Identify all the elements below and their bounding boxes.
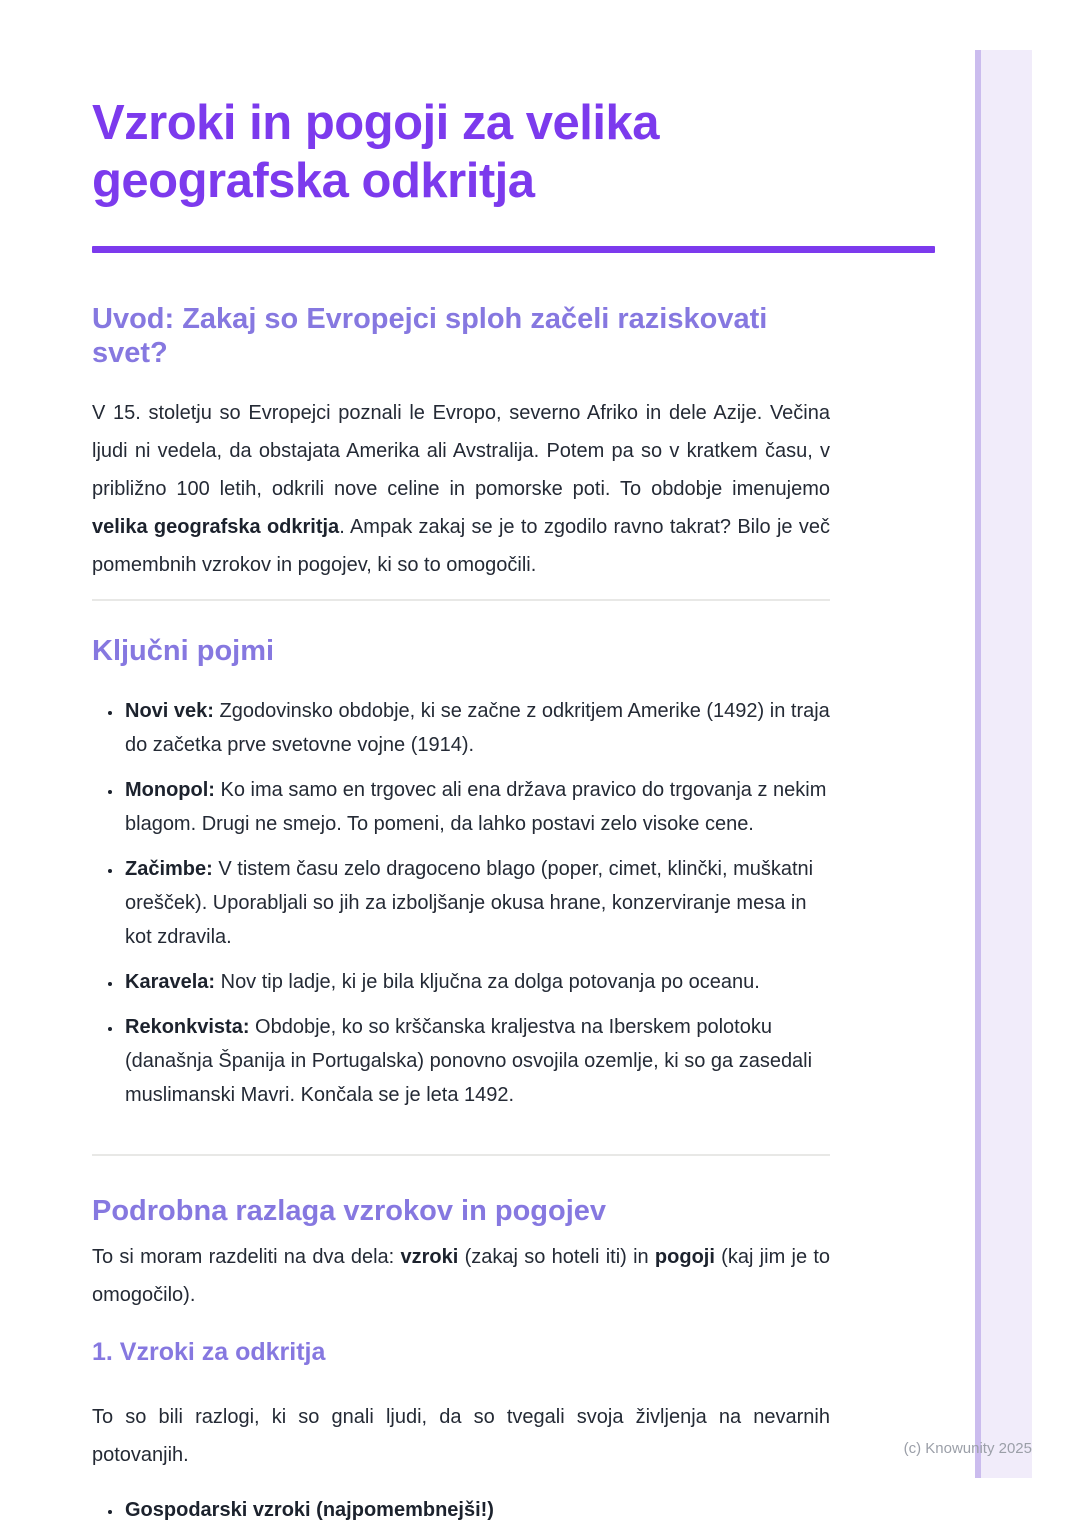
intro-text-bold: velika geografska odkritja xyxy=(92,516,340,538)
list-item xyxy=(123,965,830,999)
term-definition: Ko ima samo en trgovec ali ena država pravico do trgovanja z nekim blagom. Drugi ne smejo. To pomeni, da lahko postavi zelo visoke cene. xyxy=(125,779,827,835)
term-label: Karavela: xyxy=(125,971,216,993)
detail-bold-vzroki: vzroki xyxy=(400,1246,459,1268)
detail-text-3: (kaj jim je to omogočilo). xyxy=(92,1246,831,1306)
term-label: Gospodarski vzroki (najpomembnejši!) xyxy=(125,1499,494,1521)
detail-intro-paragraph xyxy=(92,1238,830,1314)
document-content xyxy=(92,0,830,1527)
page-title: Vzroki in pogoji za velika geografska odkritja xyxy=(92,96,659,208)
list-item xyxy=(123,852,830,954)
term-definition: Zgodovinsko obdobje, ki se začne z odkritjem Amerike (1492) in traja do začetka prve svetovne vojne (1914). xyxy=(125,700,830,756)
term-definition: Obdobje, ko so krščanska kraljestva na Iberskem polotoku (današnja Španija in Portugalska) ponovno osvojila ozemlje, ki so ga zasedali muslimanski Mavri. Končala se je leta 1492. xyxy=(125,1016,813,1106)
key-terms-list xyxy=(92,694,830,1112)
detail-bold-pogoji: pogoji xyxy=(654,1246,715,1268)
title-underline xyxy=(92,246,935,253)
list-item xyxy=(123,1493,830,1527)
term-definition: V tistem času zelo dragoceno blago (poper, cimet, klinčki, muškatni orešček). Uporabljali so jih za izboljšanje okusa hrane, konzerviranje mesa in kot zdravila. xyxy=(125,858,814,948)
section-heading-podrobna: Podrobna razlaga vzrokov in pogojev xyxy=(92,1195,607,1227)
copyright-footer: (c) Knowunity 2025 xyxy=(903,1440,1032,1457)
term-label: Rekonkvista: xyxy=(125,1016,250,1038)
intro-text-end: . Ampak zakaj se je to zgodilo ravno takrat? Bilo je več pomembnih vzrokov in pogojev, ki so to omogočili. xyxy=(92,516,830,576)
detail-text-2: (zakaj so hoteli iti) in xyxy=(458,1246,655,1268)
section-heading-kljucni-pojmi: Ključni pojmi xyxy=(92,635,275,667)
section-divider xyxy=(92,599,830,601)
term-label: Novi vek: xyxy=(125,700,214,722)
list-item xyxy=(123,1010,830,1112)
intro-text-start: V 15. stoletju so Evropejci poznali le Evropo, severno Afriko in dele Azije. Večina ljudi ni vedela, da obstajata Amerika ali Avstralija. Potem pa so v kratkem času, v približno 100 letih, odkrili nove celine in pomorske poti. To obdobje imenujemo xyxy=(92,402,830,500)
intro-paragraph xyxy=(92,394,830,584)
section-heading-uvod: Uvod: Zakaj so Evropejci sploh začeli raziskovati svet? xyxy=(92,303,768,369)
reasons-list xyxy=(92,1493,830,1527)
section-divider xyxy=(92,1154,830,1156)
list-item xyxy=(123,773,830,841)
term-label: Monopol: xyxy=(125,779,215,801)
term-definition: Nov tip ladje, ki je bila ključna za dolga potovanja po oceanu. xyxy=(215,971,760,993)
list-item xyxy=(123,694,830,762)
term-label: Začimbe: xyxy=(125,858,213,880)
subsection-heading-vzroki: 1. Vzroki za odkritja xyxy=(92,1338,326,1366)
page-accent-stripe xyxy=(975,50,1032,1478)
reasons-paragraph: To so bili razlogi, ki so gnali ljudi, da so tvegali svoja življenja na nevarnih potovanjih. xyxy=(92,1406,830,1466)
detail-text-1: To si moram razdeliti na dva dela: xyxy=(92,1246,401,1268)
